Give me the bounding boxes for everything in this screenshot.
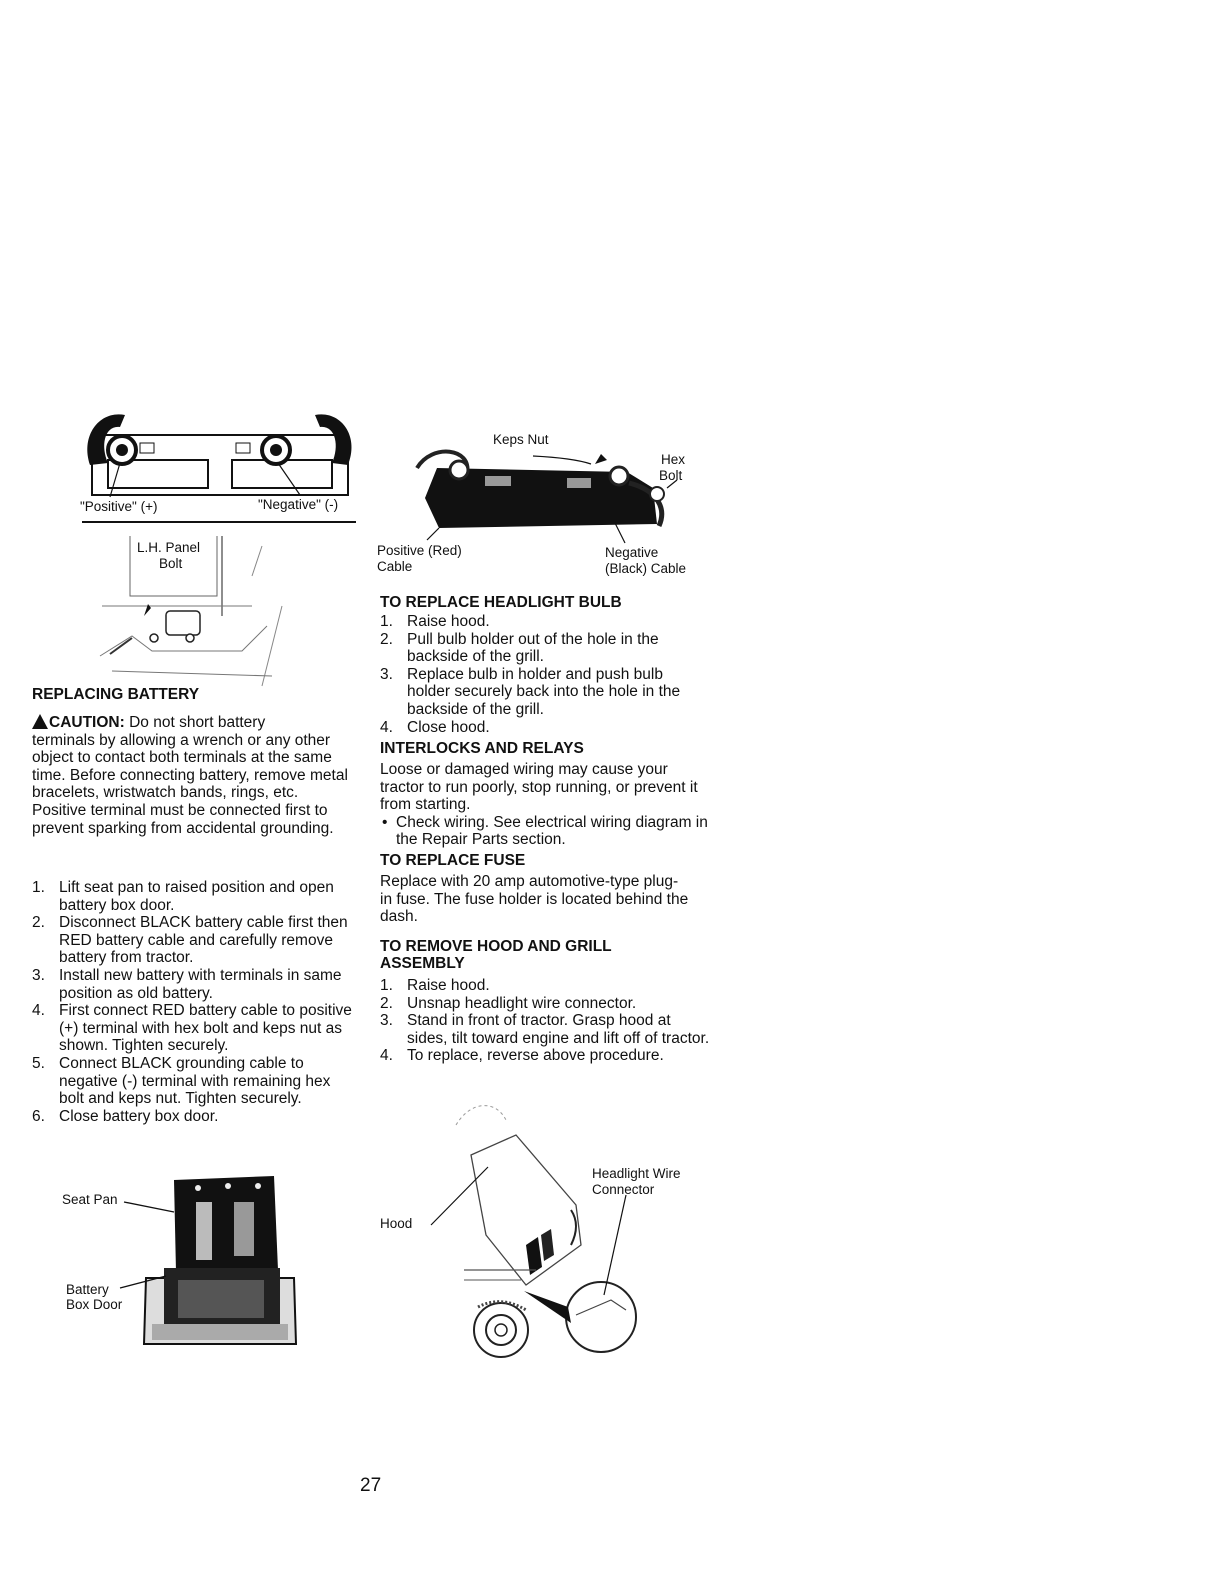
bolt-label: Bolt — [659, 468, 683, 483]
figure-divider — [82, 521, 356, 523]
list-item: 4. To replace, reverse above procedure. — [380, 1047, 664, 1065]
positive-cable-line1: Positive (Red) — [377, 543, 462, 558]
hood-figure — [376, 1095, 706, 1365]
caution-body: terminals by allowing a wrench or any other object to contact both terminals at the same time. Before connecting battery, remove metal bracelets, wristwatch bands, rings, etc. — [32, 731, 348, 802]
headlight-heading: TO REPLACE HEADLIGHT BULB — [380, 594, 622, 611]
interlocks-bullet: • Check wiring. See electrical wiring diagram in the Repair Parts section. — [382, 813, 708, 849]
hood-heading-line2: ASSEMBLY — [380, 955, 465, 972]
seat-pan-label: Seat Pan — [62, 1192, 118, 1207]
list-item: 4. First connect RED battery cable to positive (+) terminal with hex bolt and keps nut as shown. Tighten securely. — [32, 1002, 352, 1055]
warning-triangle-icon — [32, 714, 48, 729]
list-item: 4. Close hood. — [380, 718, 490, 736]
interlocks-section — [380, 761, 710, 849]
caution-word: CAUTION: — [49, 714, 125, 731]
negative-terminal-label: "Negative" (-) — [258, 497, 339, 512]
positive-terminal-note: Positive terminal must be connected first to prevent sparking from accidental grounding. — [32, 801, 334, 837]
fuse-body: Replace with 20 amp automotive-type plug-in fuse. The fuse holder is located behind the dash. — [380, 873, 689, 926]
list-item: 6. Close battery box door. — [32, 1107, 219, 1125]
list-item: 2. Disconnect BLACK battery cable first then RED battery cable and carefully remove battery from tractor. — [32, 914, 348, 967]
list-item: 3. Install new battery with terminals in same position as old battery. — [32, 966, 342, 1002]
battery-box-door-line1: Battery — [66, 1282, 109, 1297]
headlight-connector-line2: Connector — [592, 1182, 655, 1197]
list-item: 1. Raise hood. — [380, 613, 490, 630]
headlight-steps-list — [380, 613, 710, 736]
list-item: 1. Lift seat pan to raised position and open battery box door. — [32, 879, 334, 914]
list-item: 2. Pull bulb holder out of the hole in the backside of the grill. — [380, 630, 659, 666]
interlocks-heading: INTERLOCKS AND RELAYS — [380, 740, 584, 757]
seat-pan-figure — [56, 1172, 306, 1352]
replacing-battery-heading: REPLACING BATTERY — [32, 686, 200, 703]
caution-first-line — [32, 714, 350, 732]
panel-bolt-label-line2: Bolt — [159, 556, 183, 571]
headlight-connector-line1: Headlight Wire — [592, 1166, 681, 1181]
interlocks-body: Loose or damaged wiring may cause your tractor to run poorly, stop running, or prevent it from starting. — [380, 761, 698, 814]
panel-bolt-label-line1: L.H. Panel — [137, 540, 201, 555]
battery-steps-list — [32, 879, 354, 1125]
hood-illustration — [376, 1095, 706, 1365]
list-item: 3. Stand in front of tractor. Grasp hood at sides, tilt toward engine and lift off of tractor. — [380, 1012, 710, 1047]
page-number: 27 — [360, 1475, 382, 1496]
list-item: 2. Unsnap headlight wire connector. — [380, 994, 637, 1012]
battery-box-door-line2: Box Door — [66, 1297, 123, 1312]
hood-label: Hood — [380, 1216, 413, 1231]
positive-cable-line2: Cable — [377, 559, 413, 574]
list-item: 5. Connect BLACK grounding cable to negative (-) terminal with remaining hex bolt and keps nut. Tighten securely. — [32, 1054, 331, 1108]
hood-steps-list — [380, 977, 710, 1065]
caution-block — [32, 714, 350, 837]
hood-heading-line1: TO REMOVE HOOD AND GRILL — [380, 938, 612, 955]
bullet-icon: • — [382, 813, 388, 831]
battery-terminals-figure — [80, 405, 360, 520]
caution-first-text: Do not short battery — [129, 714, 266, 731]
positive-terminal-label: "Positive" (+) — [80, 499, 158, 514]
negative-cable-line1: Negative — [605, 545, 659, 560]
list-item: 3. Replace bulb in holder and push bulb holder securely back into the hole in the backside of the grill. — [380, 665, 681, 718]
list-item: 1. Raise hood. — [380, 977, 490, 994]
negative-cable-line2: (Black) Cable — [605, 561, 687, 576]
panel-bolt-figure — [92, 526, 292, 686]
keps-nut-label: Keps Nut — [493, 432, 549, 447]
fuse-heading: TO REPLACE FUSE — [380, 852, 526, 869]
battery-cables-figure — [377, 428, 707, 578]
hex-label: Hex — [661, 452, 686, 467]
